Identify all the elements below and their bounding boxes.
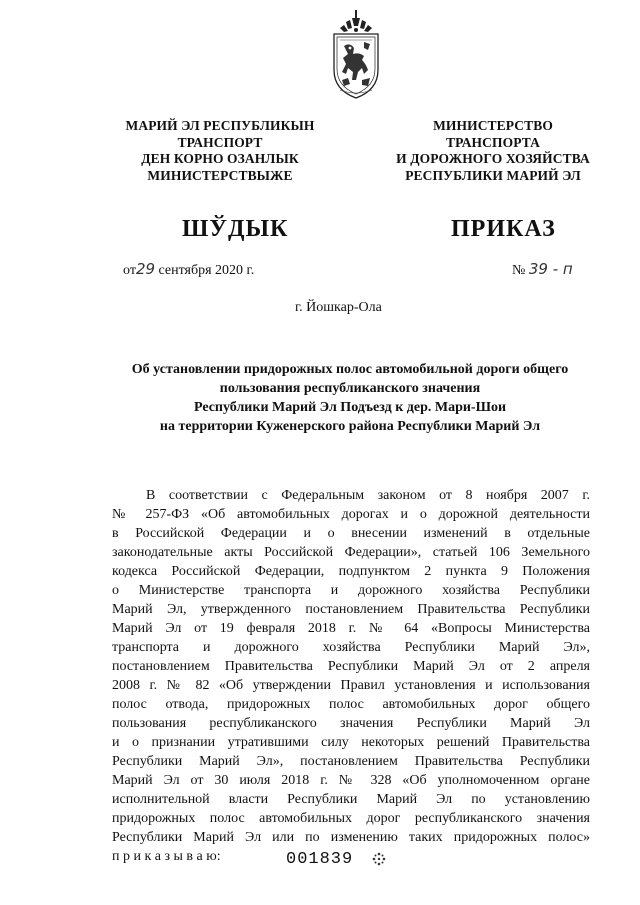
header-left-line: ТРАНСПОРТ	[177, 134, 263, 150]
body-line: № 257-ФЗ «Об автомобильных дорогах и о дорожной деятельности	[112, 507, 590, 522]
document-city: г. Йошкар-Ола	[295, 300, 382, 315]
body-line: Республики Марий Эл или по изменению таких придорожных полос»	[112, 830, 590, 845]
document-title	[100, 360, 600, 436]
body-line: кодекса Российской Федерации, подпунктом 2 пункта 9 Положения	[112, 564, 590, 579]
body-line: Марий Эл, утвержденного постановлением Правительства Республики	[112, 602, 590, 617]
header-right-line: ТРАНСПОРТА	[445, 134, 541, 150]
title-line: Об установлении придорожных полос автомобильной дороги общего	[131, 362, 569, 377]
document-body	[112, 486, 590, 866]
document-number	[512, 260, 573, 279]
body-line: и о признании утратившими силу некоторых решений Правительства	[112, 735, 590, 750]
body-line: придорожных полос автомобильных дорог республиканского значения	[112, 811, 590, 826]
header-ministry-mari	[120, 118, 320, 184]
body-line: законодательные акты Российской Федерации», статьей 106 Земельного	[112, 545, 590, 560]
body-line: транспорта и дорожного хозяйства Республики Марий Эл»,	[112, 640, 590, 655]
number-prefix: №	[512, 263, 526, 278]
doc-type-russian: ПРИКАЗ	[451, 216, 556, 242]
date-day-handwritten: 29	[135, 260, 156, 278]
number-handwritten: 39 - п	[528, 260, 573, 278]
body-line: В соответствии с Федеральным законом от 8 ноября 2007 г.	[146, 488, 590, 503]
date-prefix: от	[123, 263, 136, 278]
title-line: на территории Куженерского района Республики Марий Эл	[159, 419, 541, 434]
document-date	[123, 260, 254, 279]
body-line: исполнительной власти Республики Марий Эл по установлению	[112, 792, 590, 807]
title-line: Республики Марий Эл Подъезд к дер. Мари-Шои	[193, 400, 507, 415]
body-line: Марий Эл от 19 февраля 2018 г. № 64 «Вопросы Министерства	[112, 621, 590, 636]
header-ministry-russian	[388, 118, 598, 184]
doc-type-mari: ШЎДЫК	[182, 216, 289, 242]
serial-number: 001839	[286, 850, 354, 869]
body-line: полос отвода, придорожных полос автомобильных дорог общего	[112, 697, 590, 712]
header-left-line: МИНИСТЕРСТВЫЖЕ	[147, 167, 293, 183]
body-line: пользования республиканского значения Республики Марий Эл	[112, 716, 590, 731]
ornament-icon	[372, 852, 386, 866]
body-line: Республики Марий Эл», постановлением Правительства Республики	[112, 754, 590, 769]
body-line: постановлением Правительства Республики Марий Эл от 2 апреля	[112, 659, 590, 674]
date-rest: сентября 2020 г.	[158, 263, 255, 278]
body-line: 2008 г. № 82 «Об утверждении Правил установления и использования	[112, 678, 590, 693]
body-line: о Министерстве транспорта и дорожного хозяйства Республики	[112, 583, 590, 598]
title-line: пользования республиканского значения	[219, 381, 481, 396]
body-line: Марий Эл от 30 июля 2018 г. № 328 «Об уполномоченном органе	[112, 773, 590, 788]
coat-of-arms-icon	[326, 8, 386, 102]
header-right-line: РЕСПУБЛИКИ МАРИЙ ЭЛ	[405, 167, 581, 183]
header-right-line: И ДОРОЖНОГО ХОЗЯЙСТВА	[396, 151, 590, 166]
body-line: в Российской Федерации и о внесении изменений в отдельные	[112, 526, 590, 541]
body-line-order-word: п р и к а з ы в а ю:	[112, 849, 221, 864]
header-left-line: ДЕН КОРНО ОЗАНЛЫК	[141, 151, 299, 166]
header-right-line: МИНИСТЕРСТВО	[433, 118, 553, 133]
header-left-line: МАРИЙ ЭЛ РЕСПУБЛИКЫН	[125, 118, 315, 133]
